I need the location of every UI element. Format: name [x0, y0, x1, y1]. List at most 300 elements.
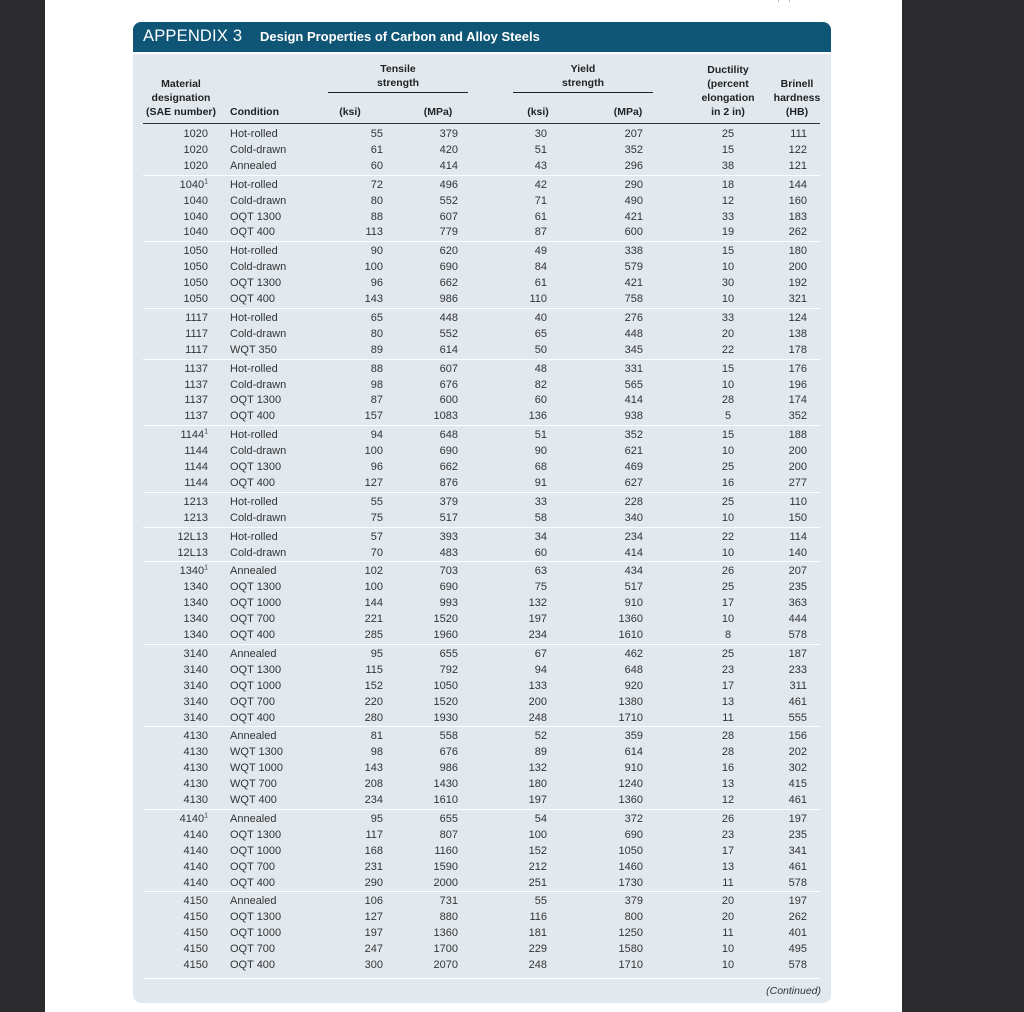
cell-ductility: 20 [721, 327, 735, 340]
cell-tensile-ksi: 65 [370, 311, 383, 324]
cell-material: 4150 [183, 895, 208, 908]
cell-tensile-mpa: 1590 [433, 860, 458, 873]
cell-ductility: 23 [721, 663, 735, 676]
cell-yield-ksi: 197 [528, 794, 547, 806]
cell-yield-ksi: 42 [534, 178, 547, 191]
cell-yield-ksi: 61 [534, 277, 547, 290]
book-page [45, 0, 902, 1012]
cell-ductility: 12 [721, 794, 735, 806]
cell-tensile-ksi: 72 [370, 178, 383, 191]
table-row [133, 694, 831, 710]
cell-yield-ksi: 234 [528, 629, 547, 641]
group-divider [143, 891, 820, 892]
cell-tensile-mpa: 552 [439, 194, 458, 207]
cell-yield-mpa: 379 [624, 895, 643, 908]
group-divider [143, 241, 820, 242]
footnote-marker: 1 [204, 428, 208, 436]
cell-material: 1020 [183, 128, 208, 140]
cell-hardness: 200 [788, 461, 807, 473]
cell-material: 1137 [184, 410, 208, 423]
cell-yield-mpa: 938 [624, 410, 643, 423]
cell-condition: OQT 400 [230, 410, 276, 423]
group-divider [143, 492, 820, 493]
cell-ductility: 30 [721, 277, 735, 290]
cell-tensile-mpa: 379 [439, 495, 458, 508]
table-row [133, 909, 831, 925]
cell-yield-ksi: 212 [528, 860, 547, 873]
cell-ductility: 18 [721, 178, 735, 191]
cell-material: 4130 [183, 794, 208, 806]
cell-yield-ksi: 68 [534, 461, 547, 473]
cell-ductility: 28 [721, 746, 735, 759]
cell-tensile-mpa: 880 [439, 911, 458, 924]
cell-tensile-mpa: 552 [439, 327, 458, 340]
header-condition: Condition [230, 106, 279, 118]
cell-tensile-mpa: 690 [439, 261, 458, 274]
cell-condition: Annealed [230, 647, 277, 660]
cell-tensile-ksi: 127 [364, 476, 383, 489]
cell-tensile-mpa: 876 [439, 476, 458, 489]
cell-hardness: 578 [788, 876, 807, 889]
table-row [133, 510, 831, 526]
cell-tensile-ksi: 113 [365, 226, 383, 239]
cell-yield-mpa: 352 [624, 143, 643, 156]
cell-ductility: 10 [721, 546, 735, 559]
cell-tensile-ksi: 285 [364, 629, 383, 641]
cell-yield-mpa: 648 [624, 663, 643, 676]
cell-hardness: 401 [788, 927, 807, 940]
cell-material: 1340 [183, 613, 208, 626]
cell-ductility: 20 [721, 895, 735, 908]
cell-tensile-ksi: 231 [364, 860, 383, 873]
cell-yield-mpa: 1710 [618, 711, 643, 724]
cell-hardness: 262 [788, 911, 807, 924]
cell-hardness: 138 [788, 327, 807, 340]
cell-yield-mpa: 910 [624, 762, 643, 775]
cell-condition: Cold-drawn [230, 511, 287, 524]
cell-yield-ksi: 49 [534, 245, 547, 258]
cell-condition: OQT 400 [230, 476, 276, 489]
table-row [133, 941, 831, 957]
cell-yield-mpa: 1610 [618, 629, 643, 641]
cell-hardness: 188 [788, 429, 807, 442]
cell-tensile-mpa: 1160 [434, 844, 458, 857]
cell-tensile-ksi: 152 [364, 679, 383, 692]
table-row [133, 475, 831, 491]
cell-hardness: 321 [788, 293, 807, 305]
cell-yield-mpa: 469 [624, 461, 643, 473]
cell-condition: Hot-rolled [230, 178, 278, 191]
cell-hardness: 262 [788, 226, 807, 239]
cell-ductility: 26 [721, 812, 735, 825]
cell-hardness: 122 [788, 143, 807, 156]
cell-yield-ksi: 61 [534, 210, 547, 223]
table-row [133, 408, 831, 424]
cell-yield-ksi: 200 [528, 695, 547, 708]
cell-material: 4130 [183, 762, 208, 775]
cell-material: 1340 [183, 629, 208, 641]
cell-tensile-mpa: 1050 [433, 679, 458, 692]
cell-material: 1050 [183, 245, 208, 258]
cell-yield-ksi: 40 [534, 311, 547, 324]
cell-condition: Annealed [230, 812, 277, 825]
cell-yield-mpa: 414 [624, 394, 643, 407]
cell-material: 4130 [183, 730, 208, 743]
cell-yield-ksi: 94 [534, 663, 547, 676]
cell-tensile-mpa: 620 [439, 245, 458, 258]
cell-material: 3140 [183, 711, 208, 724]
cell-ductility: 15 [721, 429, 735, 442]
cell-hardness: 235 [788, 581, 807, 594]
cell-tensile-mpa: 655 [439, 812, 458, 825]
cell-tensile-ksi: 81 [370, 730, 383, 743]
cell-condition: WQT 350 [230, 343, 277, 356]
cell-material: 1340 [183, 581, 208, 594]
cell-hardness: 202 [788, 746, 807, 759]
table-row [133, 209, 831, 225]
cell-hardness: 302 [788, 762, 807, 775]
cell-material: 1213 [183, 495, 208, 508]
cell-material: 1117 [185, 311, 208, 324]
table-row [133, 776, 831, 792]
cell-yield-mpa: 1710 [618, 959, 643, 971]
cell-yield-ksi: 110 [529, 293, 547, 305]
group-divider [143, 527, 820, 528]
continued-note: (Continued) [766, 985, 821, 997]
cell-condition: Annealed [230, 565, 277, 578]
cell-condition: Cold-drawn [230, 194, 287, 207]
cell-yield-ksi: 116 [529, 911, 547, 924]
cell-yield-ksi: 90 [534, 445, 547, 458]
cell-tensile-mpa: 393 [439, 530, 458, 543]
cell-condition: OQT 700 [230, 695, 276, 708]
cell-ductility: 22 [721, 530, 735, 543]
footnote-marker: 1 [204, 812, 208, 820]
cell-ductility: 16 [721, 762, 735, 775]
cell-yield-mpa: 1730 [618, 876, 643, 889]
cell-yield-mpa: 565 [624, 378, 643, 391]
cell-tensile-mpa: 1930 [433, 711, 458, 724]
cell-tensile-ksi: 144 [364, 597, 383, 610]
cell-tensile-ksi: 96 [370, 277, 383, 290]
cell-condition: Cold-drawn [230, 378, 287, 391]
table-row [133, 361, 831, 377]
cell-ductility: 25 [721, 128, 735, 140]
cell-hardness: 110 [789, 495, 807, 508]
cell-ductility: 17 [721, 844, 735, 857]
cell-material: 1137 [184, 394, 208, 407]
cell-material: 3140 [183, 695, 208, 708]
cell-yield-ksi: 75 [534, 581, 547, 594]
table-row [133, 193, 831, 209]
cell-tensile-mpa: 703 [439, 565, 458, 578]
cell-tensile-ksi: 80 [370, 327, 383, 340]
cell-condition: OQT 400 [230, 876, 276, 889]
cell-yield-ksi: 181 [528, 927, 547, 940]
cell-ductility: 38 [721, 159, 735, 172]
cell-hardness: 235 [788, 828, 807, 841]
footnote-marker: 1 [204, 564, 208, 572]
cell-ductility: 15 [721, 245, 735, 258]
cell-ductility: 25 [721, 581, 735, 594]
cell-hardness: 311 [789, 679, 807, 692]
table-row [133, 563, 831, 579]
cell-tensile-mpa: 676 [439, 746, 458, 759]
cell-tensile-ksi: 75 [370, 511, 383, 524]
cell-ductility: 25 [721, 461, 735, 473]
cell-yield-mpa: 1380 [618, 695, 643, 708]
table-row [133, 957, 831, 973]
cell-yield-ksi: 65 [534, 327, 547, 340]
cell-tensile-mpa: 414 [439, 159, 458, 172]
cell-hardness: 578 [788, 959, 807, 971]
cell-tensile-ksi: 115 [365, 663, 383, 676]
table-row [133, 579, 831, 595]
cell-tensile-ksi: 106 [364, 895, 383, 908]
cell-yield-ksi: 89 [534, 746, 547, 759]
cell-yield-ksi: 33 [534, 495, 547, 508]
cell-ductility: 13 [721, 778, 735, 791]
cell-material: 3140 [183, 663, 208, 676]
cell-yield-mpa: 234 [624, 530, 643, 543]
cell-material: 4140 [183, 828, 208, 841]
cell-tensile-ksi: 98 [370, 378, 383, 391]
cell-hardness: 200 [788, 261, 807, 274]
cell-condition: Annealed [230, 159, 277, 172]
group-divider [143, 425, 820, 426]
cell-yield-ksi: 100 [528, 828, 547, 841]
table-row [133, 710, 831, 726]
cell-yield-mpa: 800 [624, 911, 643, 924]
cell-tensile-mpa: 614 [439, 343, 458, 356]
cell-tensile-mpa: 655 [439, 647, 458, 660]
cell-condition: OQT 1300 [230, 277, 282, 290]
cell-yield-mpa: 352 [624, 429, 643, 442]
cell-material: 12L13 [177, 546, 208, 559]
cell-ductility: 11 [722, 711, 734, 724]
cell-tensile-ksi: 220 [364, 695, 383, 708]
cell-material: 1137 [184, 362, 208, 375]
cell-material: 1144 [184, 476, 208, 489]
cell-ductility: 10 [721, 378, 735, 391]
cell-material: 1144 [180, 429, 205, 442]
table-row [133, 342, 831, 358]
cell-tensile-mpa: 1610 [433, 794, 458, 806]
cell-ductility: 25 [721, 495, 735, 508]
cell-yield-mpa: 920 [624, 679, 643, 692]
cell-yield-mpa: 910 [624, 597, 643, 610]
cell-tensile-ksi: 70 [370, 546, 383, 559]
cell-condition: Hot-rolled [230, 429, 278, 442]
cell-ductility: 15 [721, 143, 735, 156]
cell-tensile-mpa: 1520 [433, 695, 458, 708]
cell-condition: Annealed [230, 895, 277, 908]
cell-yield-mpa: 490 [624, 194, 643, 207]
cell-yield-mpa: 414 [624, 546, 643, 559]
cell-yield-mpa: 434 [624, 565, 643, 578]
cell-hardness: 124 [788, 311, 807, 324]
table-row [133, 326, 831, 342]
table-row [133, 310, 831, 326]
cell-yield-ksi: 54 [534, 812, 547, 825]
cell-tensile-ksi: 208 [364, 778, 383, 791]
cell-condition: Cold-drawn [230, 445, 287, 458]
cell-hardness: 174 [788, 394, 807, 407]
cell-material-with-footnote [163, 427, 208, 443]
cell-material: 1117 [185, 327, 208, 340]
properties-table-body [133, 22, 831, 1003]
cell-yield-mpa: 276 [624, 311, 643, 324]
cell-yield-mpa: 207 [624, 128, 643, 140]
cell-ductility: 26 [721, 565, 735, 578]
table-row [133, 126, 831, 142]
cell-hardness: 183 [788, 210, 807, 223]
cell-material: 1050 [183, 277, 208, 290]
cell-condition: Hot-rolled [230, 245, 278, 258]
cell-yield-mpa: 462 [624, 647, 643, 660]
cell-ductility: 17 [721, 679, 735, 692]
table-row [133, 728, 831, 744]
cell-condition: WQT 400 [230, 794, 277, 806]
cell-material: 1340 [179, 565, 205, 578]
table-row [133, 377, 831, 393]
cell-material: 1020 [183, 143, 208, 156]
cell-tensile-ksi: 300 [364, 959, 383, 971]
cell-yield-mpa: 1360 [618, 794, 643, 806]
cell-material-with-footnote [163, 811, 208, 827]
cell-condition: Cold-drawn [230, 546, 287, 559]
cell-yield-ksi: 30 [534, 128, 547, 140]
cell-hardness: 555 [788, 711, 807, 724]
cell-yield-mpa: 1460 [618, 860, 643, 873]
cell-condition: OQT 400 [230, 711, 276, 724]
table-row [133, 662, 831, 678]
cell-yield-ksi: 52 [534, 730, 547, 743]
table-row [133, 275, 831, 291]
cell-ductility: 33 [721, 311, 735, 324]
group-divider [143, 644, 820, 645]
cell-condition: OQT 400 [230, 293, 276, 305]
cell-hardness: 156 [788, 730, 807, 743]
cell-tensile-ksi: 100 [364, 261, 383, 274]
cell-condition: Hot-rolled [230, 128, 278, 140]
cell-hardness: 197 [788, 895, 807, 908]
cell-tensile-ksi: 60 [370, 159, 383, 172]
cell-yield-mpa: 517 [624, 581, 643, 594]
cell-tensile-ksi: 87 [370, 394, 383, 407]
appendix-title: Design Properties of Carbon and Alloy Steels [260, 29, 540, 44]
cell-tensile-mpa: 1430 [433, 778, 458, 791]
cell-ductility: 5 [724, 410, 732, 423]
cell-tensile-mpa: 2070 [433, 959, 458, 971]
cell-yield-mpa: 290 [624, 178, 643, 191]
cell-tensile-mpa: 690 [439, 581, 458, 594]
cell-yield-ksi: 248 [528, 959, 547, 971]
cell-yield-ksi: 50 [534, 343, 547, 356]
cell-tensile-ksi: 102 [364, 565, 383, 578]
cell-material: 1144 [184, 445, 208, 458]
cell-ductility: 15 [721, 362, 735, 375]
cell-tensile-ksi: 98 [370, 746, 383, 759]
cell-yield-ksi: 248 [528, 711, 547, 724]
cell-tensile-ksi: 61 [370, 143, 383, 156]
cell-ductility: 23 [721, 828, 735, 841]
header-material: Material designation (SAE number) [145, 78, 216, 118]
cell-hardness: 233 [788, 663, 807, 676]
cell-tensile-ksi: 95 [370, 647, 383, 660]
cell-yield-ksi: 43 [534, 159, 547, 172]
cell-hardness: 140 [788, 546, 807, 559]
cell-condition: Cold-drawn [230, 261, 287, 274]
cell-yield-ksi: 67 [534, 647, 547, 660]
cell-hardness: 176 [788, 362, 807, 375]
cell-yield-ksi: 55 [534, 895, 547, 908]
page-edge-mark [778, 0, 790, 2]
cell-yield-ksi: 34 [534, 530, 547, 543]
cell-tensile-ksi: 143 [364, 762, 383, 775]
cell-ductility: 8 [724, 629, 732, 641]
cell-condition: Hot-rolled [230, 311, 278, 324]
header-brinell: Brinell hardness (HB) [773, 78, 821, 118]
cell-hardness: 415 [788, 778, 807, 791]
cell-condition: OQT 400 [230, 226, 276, 239]
cell-tensile-ksi: 234 [364, 794, 383, 806]
cell-yield-ksi: 197 [528, 613, 547, 626]
cell-tensile-mpa: 986 [439, 293, 458, 305]
cell-hardness: 578 [788, 629, 807, 641]
cell-material: 1040 [183, 226, 208, 239]
cell-condition: OQT 1300 [230, 911, 282, 924]
cell-tensile-ksi: 89 [370, 343, 383, 356]
table-row [133, 595, 831, 611]
cell-tensile-mpa: 1960 [433, 629, 458, 641]
cell-yield-ksi: 84 [534, 261, 547, 274]
group-divider [143, 175, 820, 176]
cell-tensile-ksi: 100 [364, 581, 383, 594]
cell-ductility: 13 [721, 695, 735, 708]
table-row [133, 843, 831, 859]
cell-yield-ksi: 82 [534, 378, 547, 391]
table-row [133, 427, 831, 443]
cell-material: 1137 [184, 378, 208, 391]
cell-tensile-ksi: 247 [364, 943, 383, 956]
cell-yield-mpa: 600 [624, 226, 643, 239]
cell-tensile-mpa: 2000 [433, 876, 458, 889]
cell-yield-ksi: 51 [534, 429, 547, 442]
table-row [133, 142, 831, 158]
cell-tensile-mpa: 662 [439, 277, 458, 290]
table-row [133, 811, 831, 827]
cell-ductility: 10 [721, 445, 735, 458]
cell-condition: Annealed [230, 730, 277, 743]
cell-yield-mpa: 1240 [618, 778, 643, 791]
cell-yield-ksi: 136 [528, 410, 547, 423]
cell-condition: OQT 700 [230, 860, 276, 873]
cell-material: 3140 [183, 647, 208, 660]
table-row [133, 925, 831, 941]
cell-material: 1050 [183, 261, 208, 274]
cell-hardness: 111 [790, 128, 807, 140]
cell-hardness: 461 [788, 860, 807, 873]
cell-condition: WQT 1300 [230, 746, 283, 759]
table-row [133, 443, 831, 459]
cell-yield-ksi: 87 [534, 226, 547, 239]
cell-tensile-ksi: 55 [370, 128, 383, 140]
cell-ductility: 10 [721, 261, 735, 274]
cell-tensile-ksi: 96 [370, 461, 383, 473]
cell-condition: Hot-rolled [230, 530, 278, 543]
cell-material-with-footnote [163, 177, 208, 193]
